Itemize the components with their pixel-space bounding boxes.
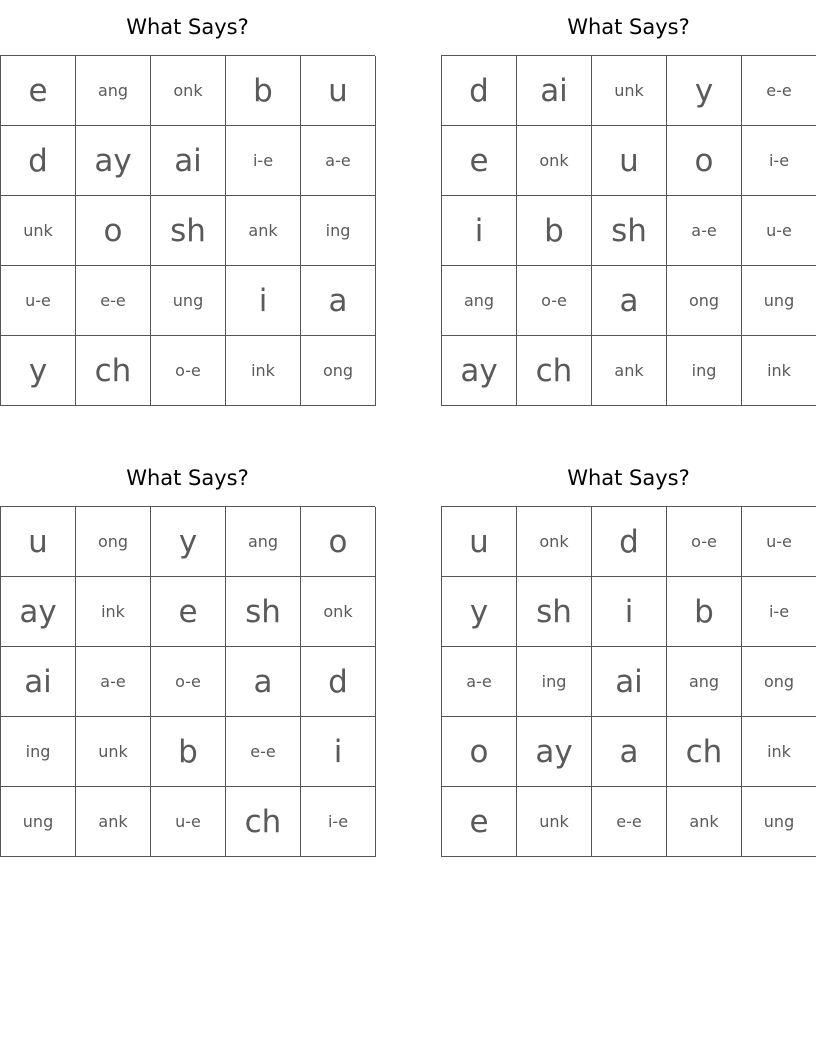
grid-cell: u-e bbox=[742, 196, 816, 266]
grid-cell: e bbox=[1, 56, 76, 126]
grid-cell: ang bbox=[442, 266, 517, 336]
grid-cell: o-e bbox=[151, 336, 226, 406]
grid-cell: u-e bbox=[151, 787, 226, 857]
grid-cell: a-e bbox=[442, 647, 517, 717]
grid-cell: u-e bbox=[1, 266, 76, 336]
grid-cell: d bbox=[1, 126, 76, 196]
grid-cell: ch bbox=[667, 717, 742, 787]
grid-cell: a-e bbox=[301, 126, 376, 196]
bingo-grid bbox=[441, 506, 816, 857]
grid-cell: i-e bbox=[742, 126, 816, 196]
grid-cell: ang bbox=[226, 507, 301, 577]
grid-cell: sh bbox=[517, 577, 592, 647]
grid-cell: y bbox=[151, 507, 226, 577]
grid-cell: u bbox=[592, 126, 667, 196]
bingo-grid bbox=[0, 506, 375, 857]
grid-cell: ink bbox=[742, 717, 816, 787]
grid-cell: ink bbox=[76, 577, 151, 647]
grid-cell: ink bbox=[742, 336, 816, 406]
grid-cell: ing bbox=[301, 196, 376, 266]
grid-cell: e-e bbox=[76, 266, 151, 336]
grid-cell: a bbox=[592, 266, 667, 336]
grid-cell: ung bbox=[151, 266, 226, 336]
grid-cell: i-e bbox=[742, 577, 816, 647]
grid-cell: i-e bbox=[226, 126, 301, 196]
grid-cell: unk bbox=[76, 717, 151, 787]
grid-cell: ong bbox=[76, 507, 151, 577]
grid-cell: ai bbox=[517, 56, 592, 126]
grid-cell: ung bbox=[742, 266, 816, 336]
grid-cell: ung bbox=[742, 787, 816, 857]
grid-cell: sh bbox=[151, 196, 226, 266]
grid-cell: i bbox=[442, 196, 517, 266]
grid-cell: ay bbox=[76, 126, 151, 196]
grid-cell: ong bbox=[742, 647, 816, 717]
grid-cell: i bbox=[592, 577, 667, 647]
grid-cell: ing bbox=[1, 717, 76, 787]
grid-cell: b bbox=[151, 717, 226, 787]
grid-cell: e-e bbox=[226, 717, 301, 787]
grid-cell: ang bbox=[667, 647, 742, 717]
grid-cell: a-e bbox=[667, 196, 742, 266]
card-title: What Says? bbox=[567, 466, 690, 490]
grid-cell: e-e bbox=[742, 56, 816, 126]
grid-cell: ank bbox=[76, 787, 151, 857]
grid-cell: ay bbox=[1, 577, 76, 647]
grid-cell: d bbox=[592, 507, 667, 577]
grid-cell: e bbox=[442, 787, 517, 857]
bingo-grid bbox=[0, 55, 375, 406]
grid-cell: d bbox=[301, 647, 376, 717]
bingo-grid bbox=[441, 55, 816, 406]
grid-cell: o bbox=[667, 126, 742, 196]
grid-cell: onk bbox=[517, 126, 592, 196]
grid-cell: o bbox=[442, 717, 517, 787]
grid-cell: ch bbox=[517, 336, 592, 406]
grid-cell: unk bbox=[1, 196, 76, 266]
grid-cell: ch bbox=[76, 336, 151, 406]
grid-cell: sh bbox=[226, 577, 301, 647]
grid-cell: ank bbox=[226, 196, 301, 266]
grid-cell: onk bbox=[517, 507, 592, 577]
grid-cell: b bbox=[667, 577, 742, 647]
grid-cell: ing bbox=[517, 647, 592, 717]
grid-cell: i bbox=[301, 717, 376, 787]
card-title: What Says? bbox=[126, 15, 249, 39]
grid-cell: ay bbox=[442, 336, 517, 406]
grid-cell: u bbox=[442, 507, 517, 577]
grid-cell: ank bbox=[667, 787, 742, 857]
grid-cell: y bbox=[667, 56, 742, 126]
grid-cell: unk bbox=[517, 787, 592, 857]
grid-cell: o-e bbox=[517, 266, 592, 336]
grid-cell: o bbox=[301, 507, 376, 577]
grid-cell: a bbox=[592, 717, 667, 787]
grid-cell: ay bbox=[517, 717, 592, 787]
grid-cell: e bbox=[442, 126, 517, 196]
grid-cell: ing bbox=[667, 336, 742, 406]
grid-cell: o-e bbox=[151, 647, 226, 717]
grid-cell: i-e bbox=[301, 787, 376, 857]
grid-cell: e bbox=[151, 577, 226, 647]
grid-cell: ank bbox=[592, 336, 667, 406]
grid-cell: sh bbox=[592, 196, 667, 266]
grid-cell: u bbox=[1, 507, 76, 577]
grid-cell: ung bbox=[1, 787, 76, 857]
grid-cell: ai bbox=[592, 647, 667, 717]
grid-cell: ong bbox=[301, 336, 376, 406]
grid-cell: ink bbox=[226, 336, 301, 406]
grid-cell: unk bbox=[592, 56, 667, 126]
grid-cell: o-e bbox=[667, 507, 742, 577]
grid-cell: y bbox=[442, 577, 517, 647]
card-title: What Says? bbox=[567, 15, 690, 39]
grid-cell: a bbox=[301, 266, 376, 336]
grid-cell: u-e bbox=[742, 507, 816, 577]
grid-cell: d bbox=[442, 56, 517, 126]
grid-cell: ch bbox=[226, 787, 301, 857]
grid-cell: ai bbox=[1, 647, 76, 717]
grid-cell: b bbox=[226, 56, 301, 126]
grid-cell: ai bbox=[151, 126, 226, 196]
grid-cell: i bbox=[226, 266, 301, 336]
grid-cell: onk bbox=[301, 577, 376, 647]
grid-cell: e-e bbox=[592, 787, 667, 857]
card-title: What Says? bbox=[126, 466, 249, 490]
grid-cell: u bbox=[301, 56, 376, 126]
grid-cell: a-e bbox=[76, 647, 151, 717]
grid-cell: y bbox=[1, 336, 76, 406]
grid-cell: o bbox=[76, 196, 151, 266]
grid-cell: b bbox=[517, 196, 592, 266]
grid-cell: ong bbox=[667, 266, 742, 336]
grid-cell: a bbox=[226, 647, 301, 717]
grid-cell: onk bbox=[151, 56, 226, 126]
grid-cell: ang bbox=[76, 56, 151, 126]
